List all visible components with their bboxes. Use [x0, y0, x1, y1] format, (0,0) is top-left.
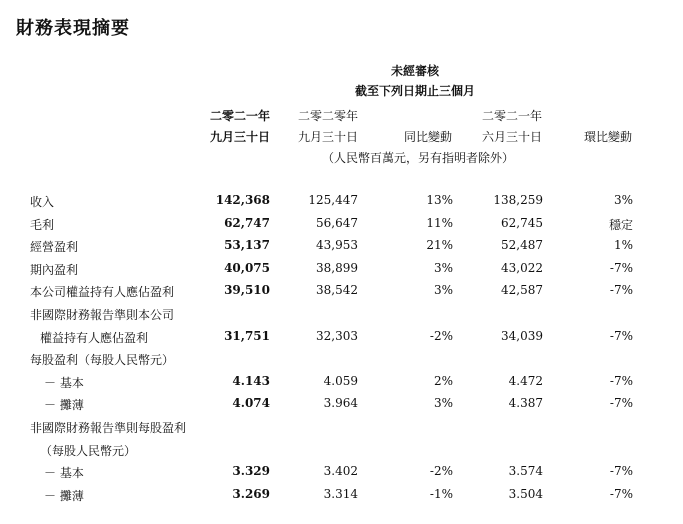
table-row [0, 281, 683, 304]
value-2021-jun: 3.504 [508, 486, 543, 501]
table-row [0, 259, 683, 282]
table-row [0, 191, 683, 214]
table-row [0, 462, 683, 485]
unaudited-header: 未經審核 [390, 64, 439, 78]
row-label: 非國際財務報告準則每股盈利 [30, 420, 187, 435]
value-2020-sep: 56,647 [316, 215, 358, 230]
yoy-change: 11% [426, 215, 453, 230]
yoy-change: 3% [433, 260, 453, 275]
table-row [0, 349, 683, 372]
value-2020-sep: 125,447 [308, 193, 358, 207]
qoq-change: -7% [609, 486, 633, 501]
value-2021-sep: 3.269 [232, 486, 270, 501]
summary-table [0, 191, 683, 507]
table-row [0, 440, 683, 463]
value-2021-jun: 43,022 [501, 260, 543, 275]
yoy-change: 13% [426, 193, 453, 207]
col5-header: 環比變動 [583, 130, 632, 144]
yoy-change: -1% [429, 486, 453, 501]
value-2021-sep: 4.074 [232, 396, 270, 411]
qoq-change: -7% [609, 464, 633, 479]
table-row [0, 372, 683, 395]
row-label: － 基本 [44, 466, 84, 481]
value-2021-sep: 39,510 [224, 283, 270, 298]
qoq-change: -7% [609, 373, 633, 388]
qoq-change: 1% [613, 238, 633, 253]
row-label: 期內盈利 [30, 262, 79, 277]
qoq-change: 穩定 [608, 217, 633, 232]
yoy-change: -2% [429, 328, 453, 343]
value-2021-jun: 4.387 [508, 396, 543, 411]
yoy-change: -2% [429, 464, 453, 479]
period-header: 截至下列日期止三個月 [354, 84, 475, 98]
row-label: － 攤薄 [44, 398, 84, 413]
value-2020-sep: 3.964 [323, 396, 358, 411]
value-2020-sep: 38,542 [316, 283, 358, 298]
col1-header-year: 二零二一年 [209, 109, 270, 123]
yoy-change: 2% [433, 373, 453, 388]
col4-header-year: 二零二一年 [481, 109, 542, 123]
value-2020-sep: 3.402 [323, 464, 358, 479]
row-label: 本公司權益持有人應佔盈利 [30, 285, 175, 300]
table-row [0, 394, 683, 417]
row-label: － 攤薄 [44, 488, 84, 503]
value-2021-sep: 3.329 [232, 464, 270, 479]
table-row [0, 417, 683, 440]
value-2021-sep: 62,747 [224, 215, 270, 230]
table-row [0, 327, 683, 350]
qoq-change: -7% [609, 283, 633, 298]
col4-header-date: 六月三十日 [481, 130, 542, 144]
value-2020-sep: 3.314 [323, 486, 358, 501]
value-2021-sep: 40,075 [224, 260, 270, 275]
table-row [0, 214, 683, 237]
value-2021-jun: 138,259 [493, 193, 543, 207]
row-label: 每股盈利（每股人民幣元） [30, 353, 175, 368]
value-2021-sep: 4.143 [232, 373, 270, 388]
row-label: － 基本 [44, 375, 84, 390]
value-2021-jun: 52,487 [501, 238, 543, 253]
table-row [0, 485, 683, 508]
row-label: （每股人民幣元） [40, 443, 137, 458]
row-label: 毛利 [30, 217, 55, 232]
value-2020-sep: 43,953 [316, 238, 358, 253]
value-2021-jun: 4.472 [508, 373, 543, 388]
value-2020-sep: 4.059 [323, 373, 358, 388]
value-2021-jun: 62,745 [501, 215, 543, 230]
qoq-change: 3% [613, 193, 633, 207]
col1-header-date: 九月三十日 [209, 130, 270, 144]
col3-header: 同比變動 [403, 130, 452, 144]
qoq-change: -7% [609, 328, 633, 343]
col2-header-year: 二零二零年 [297, 109, 358, 123]
value-2021-sep: 53,137 [224, 238, 270, 253]
qoq-change: -7% [609, 396, 633, 411]
yoy-change: 21% [426, 238, 453, 253]
yoy-change: 3% [433, 396, 453, 411]
value-2021-sep: 31,751 [224, 328, 270, 343]
yoy-change: 3% [433, 283, 453, 298]
col2-header-date: 九月三十日 [297, 130, 358, 144]
value-2021-sep: 142,368 [215, 193, 270, 207]
page-title: 財務表現摘要 [16, 18, 130, 39]
row-label: 收入 [30, 195, 55, 209]
table-row [0, 304, 683, 327]
value-2020-sep: 38,899 [316, 260, 358, 275]
qoq-change: -7% [609, 260, 633, 275]
value-2021-jun: 34,039 [501, 328, 543, 343]
value-2021-jun: 42,587 [501, 283, 543, 298]
row-label: 權益持有人應佔盈利 [40, 330, 149, 345]
value-2020-sep: 32,303 [316, 328, 358, 343]
row-label: 經營盈利 [30, 240, 79, 255]
table-row [0, 236, 683, 259]
value-2021-jun: 3.574 [508, 464, 543, 479]
unit-note: （人民幣百萬元，另有指明者除外） [321, 151, 514, 165]
row-label: 非國際財務報告準則本公司 [30, 307, 175, 322]
